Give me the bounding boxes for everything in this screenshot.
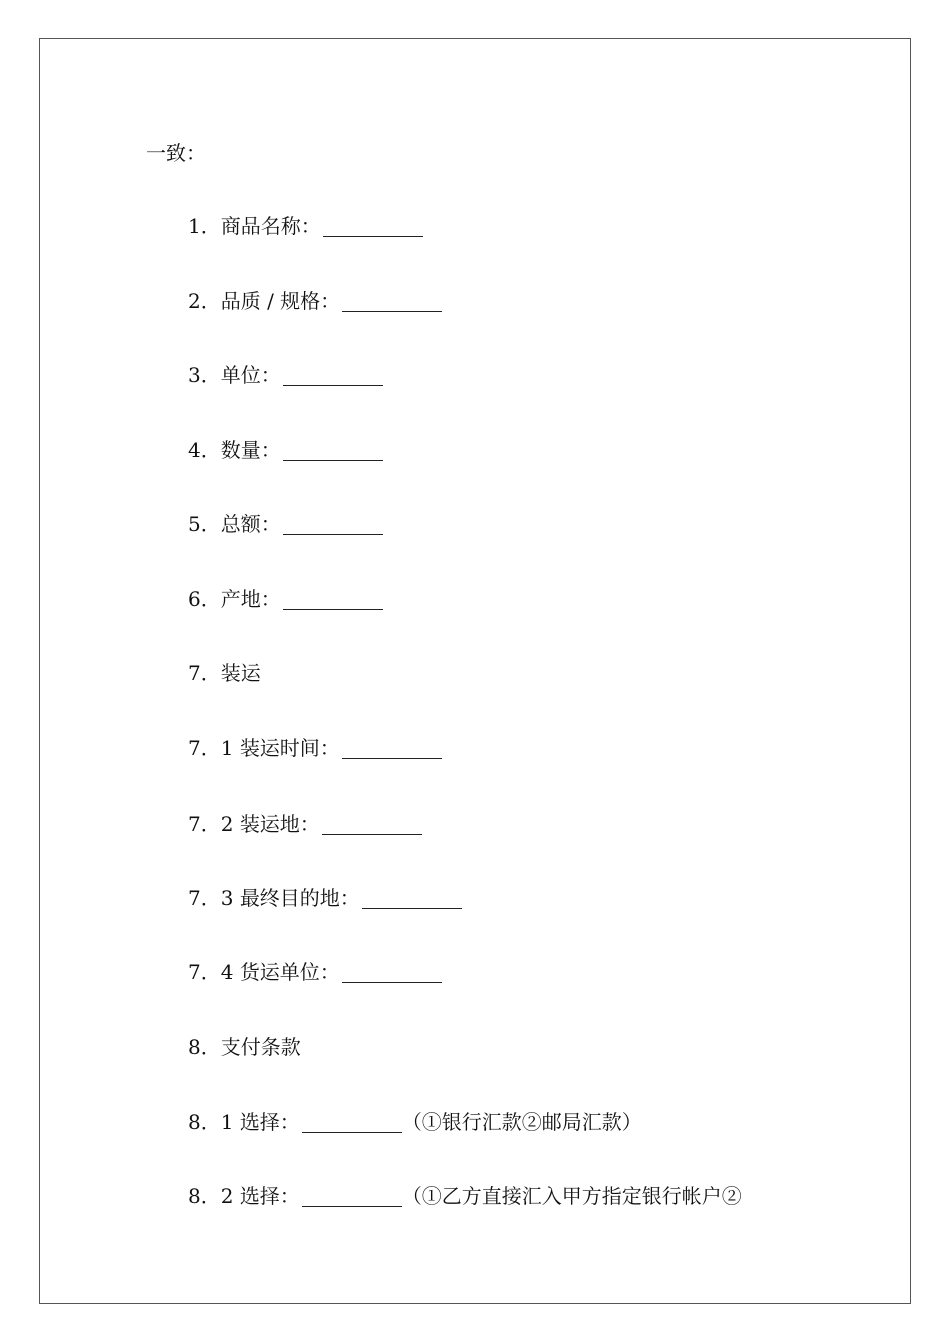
clause-label: 最终目的地：: [239, 886, 360, 910]
fill-blank[interactable]: [302, 1131, 402, 1133]
clause-label: 货运单位：: [239, 960, 340, 984]
clause-number: 7．1: [188, 736, 234, 760]
clause-number: 6．: [188, 587, 221, 611]
clause-label: 单位：: [220, 363, 281, 387]
clause-item: [188, 1108, 642, 1136]
clause-item: [188, 436, 383, 464]
clause-label: 产地：: [220, 587, 281, 611]
clause-label: 品质 / 规格：: [220, 289, 341, 313]
fill-blank[interactable]: [302, 1205, 402, 1207]
clause-number: 5．: [188, 512, 221, 536]
clause-note: （①乙方直接汇入甲方指定银行帐户②: [401, 1184, 742, 1208]
fill-blank[interactable]: [342, 310, 442, 312]
clause-label: 总额：: [220, 512, 281, 536]
fill-blank[interactable]: [342, 757, 442, 759]
fill-blank[interactable]: [283, 608, 383, 610]
clause-heading: [188, 1033, 301, 1061]
clause-label: 装运时间：: [239, 736, 340, 760]
clause-number: 8．: [188, 1035, 221, 1059]
clause-label: 选择：: [239, 1184, 300, 1208]
clause-number: 7．4: [188, 960, 234, 984]
fill-blank[interactable]: [362, 907, 462, 909]
intro-text: 一致：: [146, 141, 206, 165]
clause-number: 7．2: [188, 812, 234, 836]
clause-number: 3．: [188, 363, 221, 387]
clause-number: 4．: [188, 438, 221, 462]
clause-label: 装运: [220, 661, 261, 685]
clause-item: [188, 810, 422, 838]
clause-item: [188, 1182, 742, 1210]
clause-item: [188, 585, 383, 613]
clause-label: 数量：: [220, 438, 281, 462]
clause-label: 装运地：: [239, 812, 320, 836]
clause-number: 8．2: [188, 1184, 234, 1208]
clause-label: 支付条款: [220, 1035, 301, 1059]
fill-blank[interactable]: [283, 459, 383, 461]
clause-label: 商品名称：: [220, 214, 321, 238]
fill-blank[interactable]: [322, 833, 422, 835]
clause-item: [188, 734, 442, 762]
clause-label: 选择：: [239, 1110, 300, 1134]
clause-number: 2．: [188, 289, 221, 313]
clause-item: [188, 510, 383, 538]
fill-blank[interactable]: [283, 384, 383, 386]
clause-number: 7．3: [188, 886, 234, 910]
clause-item: [188, 884, 462, 912]
clause-number: 8．1: [188, 1110, 234, 1134]
clause-item: [188, 287, 442, 315]
clause-number: 1．: [188, 214, 221, 238]
clause-item: [188, 212, 423, 240]
clause-note: （①银行汇款②邮局汇款）: [401, 1110, 642, 1134]
clause-number: 7．: [188, 661, 221, 685]
fill-blank[interactable]: [283, 533, 383, 535]
fill-blank[interactable]: [323, 235, 423, 237]
fill-blank[interactable]: [342, 981, 442, 983]
clause-item: [188, 958, 442, 986]
clause-heading: [188, 659, 261, 687]
clause-item: [188, 361, 383, 389]
